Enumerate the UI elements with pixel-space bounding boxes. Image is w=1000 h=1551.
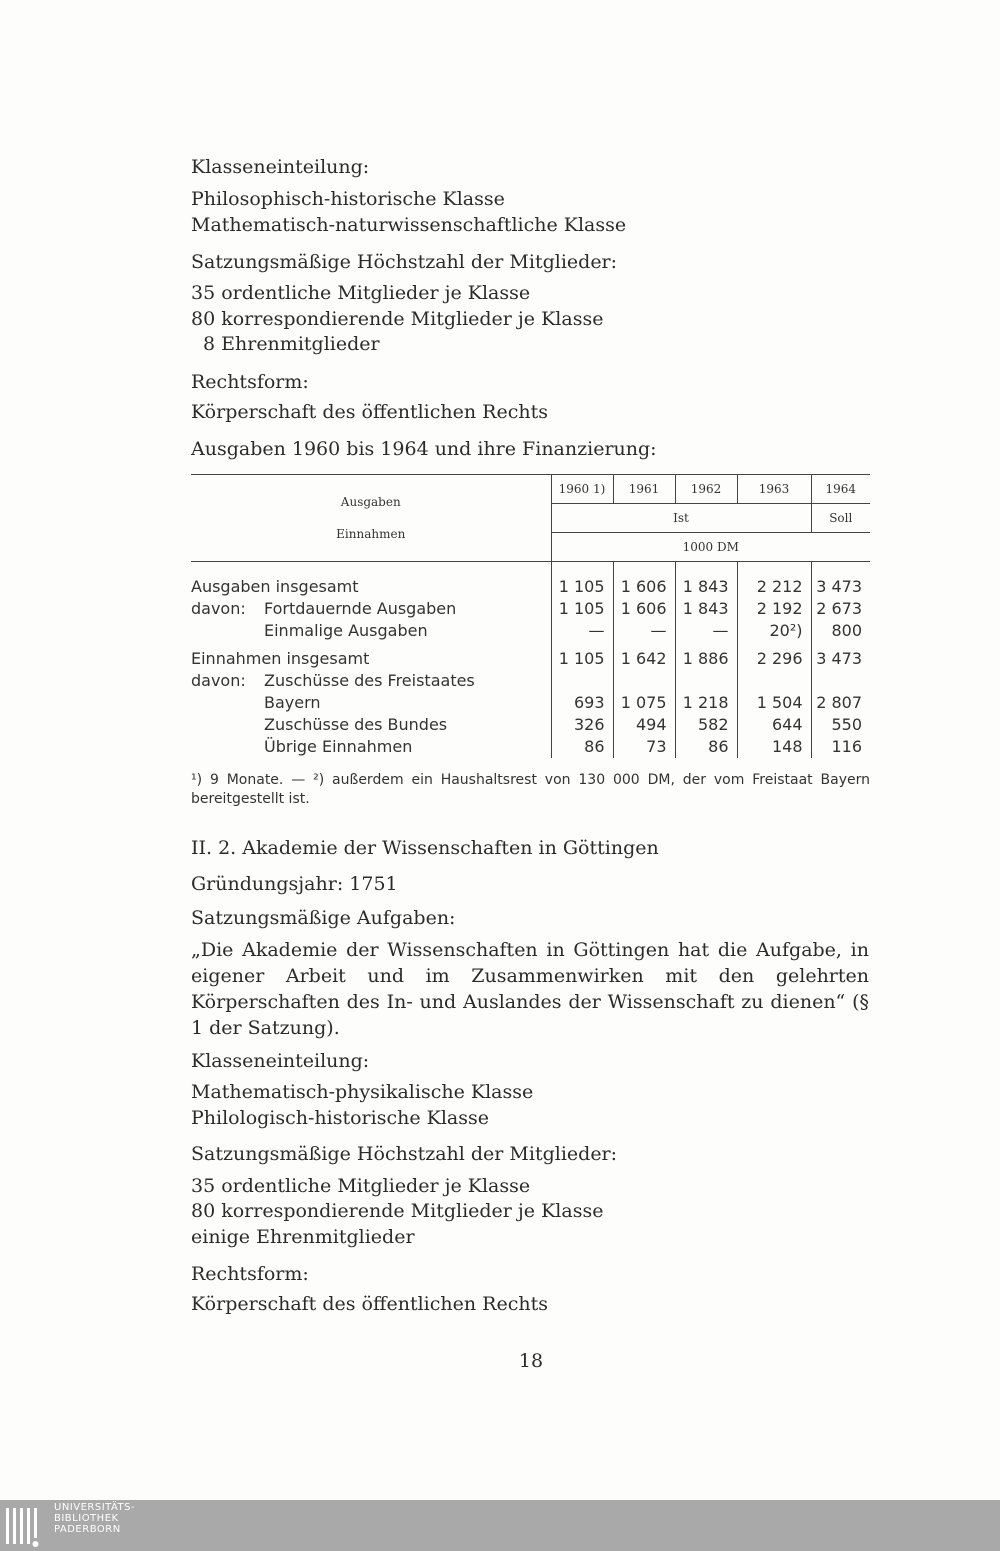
row-label-text: Zuschüsse des Freistaates [264, 671, 475, 690]
table-cell [551, 670, 613, 692]
table-cell: 1 886 [675, 642, 737, 670]
member-item: 8 Ehrenmitglieder [203, 333, 380, 355]
row-label: Ausgaben insgesamt [191, 577, 359, 596]
table-row [191, 598, 870, 620]
soll-header: Soll [811, 504, 870, 533]
member-item: 80 korrespondierende Mitglieder je Klasse [191, 308, 604, 330]
table-row [191, 714, 870, 736]
legal-form: Körperschaft des öffentlichen Rechts [191, 401, 548, 423]
corner-income-label: Einnahmen [336, 527, 406, 541]
row-prefix: davon: [191, 671, 246, 690]
member-item: einige Ehrenmitglieder [191, 1226, 415, 1248]
tasks-text: „Die Akademie der Wissenschaften in Göttingen hat die Aufgabe, in eigener Arbeit und im Zusammenwirken mit den gelehrten Körperschaften des In- und Auslandes der Wissenschaft zu dienen“ (§ 1 der Satzung). [191, 939, 869, 1039]
class-item: Philosophisch-historische Klasse [191, 188, 505, 210]
year-header: 1961 [613, 475, 675, 504]
table-cell: 1 606 [613, 562, 675, 599]
table-cell: 1 075 [613, 692, 675, 714]
row-label-text: Einmalige Ausgaben [264, 621, 428, 640]
table-corner [191, 475, 551, 562]
row-label [191, 692, 551, 714]
table-row [191, 562, 870, 599]
member-item: 35 ordentliche Mitglieder je Klasse [191, 1175, 531, 1197]
table-row [191, 736, 870, 758]
ist-header: Ist [551, 504, 811, 533]
member-item: 35 ordentliche Mitglieder je Klasse [191, 282, 531, 304]
library-logo-icon [4, 1504, 46, 1548]
classes-heading: Klasseneinteilung: [191, 1050, 370, 1072]
table-cell: 1 843 [675, 562, 737, 599]
section-title: II. 2. Akademie der Wissenschaften in Göttingen [191, 837, 659, 859]
members-heading: Satzungsmäßige Höchstzahl der Mitglieder: [191, 251, 618, 273]
table-cell: 1 105 [551, 642, 613, 670]
table-cell: 1 504 [737, 692, 811, 714]
table-cell: 73 [613, 736, 675, 758]
year-header: 1963 [737, 475, 811, 504]
member-item: 80 korrespondierende Mitglieder je Klasse [191, 1200, 604, 1222]
row-label [191, 714, 551, 736]
unit-header: 1000 DM [551, 533, 870, 562]
table-cell: 1 218 [675, 692, 737, 714]
row-label [191, 736, 551, 758]
tasks-heading: Satzungsmäßige Aufgaben: [191, 907, 456, 929]
table-cell: — [613, 620, 675, 642]
finance-heading: Ausgaben 1960 bis 1964 und ihre Finanzierung: [191, 438, 657, 460]
table-cell: 116 [811, 736, 870, 758]
library-name [54, 1502, 135, 1535]
table-cell: 644 [737, 714, 811, 736]
table-row [191, 620, 870, 642]
class-item: Mathematisch-naturwissenschaftliche Klasse [191, 214, 627, 236]
table-cell [613, 670, 675, 692]
table-cell [675, 670, 737, 692]
row-label-text: Übrige Einnahmen [264, 737, 413, 756]
row-label-text: Bayern [264, 693, 321, 712]
table-cell: 148 [737, 736, 811, 758]
page-number: 18 [518, 1350, 544, 1372]
legal-heading: Rechtsform: [191, 371, 309, 393]
corner-expenses-label: Ausgaben [340, 495, 401, 509]
class-item: Philologisch-historische Klasse [191, 1107, 489, 1129]
table-cell: 1 105 [551, 562, 613, 599]
table-cell: — [675, 620, 737, 642]
library-footer [0, 1500, 1000, 1551]
table-row [191, 670, 870, 692]
class-item: Mathematisch-physikalische Klasse [191, 1081, 534, 1103]
legal-heading: Rechtsform: [191, 1263, 309, 1285]
table-cell: 86 [675, 736, 737, 758]
table-row [191, 642, 870, 670]
row-label [191, 598, 551, 620]
table-cell: 20²) [737, 620, 811, 642]
table-cell: 1 105 [551, 598, 613, 620]
founding-year: Gründungsjahr: 1751 [191, 873, 398, 895]
table-cell: 1 642 [613, 642, 675, 670]
classes-heading: Klasseneinteilung: [191, 156, 370, 178]
table-cell: 494 [613, 714, 675, 736]
table-cell: 86 [551, 736, 613, 758]
table-cell: 2 192 [737, 598, 811, 620]
legal-form: Körperschaft des öffentlichen Rechts [191, 1293, 548, 1315]
table-cell: 3 473 [811, 642, 870, 670]
year-header: 1960 1) [551, 475, 613, 504]
table-cell: 582 [675, 714, 737, 736]
year-header: 1964 [811, 475, 870, 504]
row-prefix: davon: [191, 599, 246, 618]
table-footnote: ¹) 9 Monate. — ²) außerdem ein Haushaltsrest von 130 000 DM, der vom Freistaat Bayern bereitgestellt ist. [191, 772, 870, 807]
table-cell: 550 [811, 714, 870, 736]
table-row [191, 692, 870, 714]
table-cell: 3 473 [811, 562, 870, 599]
table-cell: 2 212 [737, 562, 811, 599]
table-cell [737, 670, 811, 692]
table-cell: — [551, 620, 613, 642]
table-cell: 2 673 [811, 598, 870, 620]
table-cell: 326 [551, 714, 613, 736]
library-name-line: BIBLIOTHEK [54, 1513, 119, 1524]
row-label-text: Zuschüsse des Bundes [264, 715, 448, 734]
row-label [191, 620, 551, 642]
table-cell: 693 [551, 692, 613, 714]
table-cell: 2 807 [811, 692, 870, 714]
table-cell: 1 843 [675, 598, 737, 620]
finance-table [191, 474, 870, 758]
year-header: 1962 [675, 475, 737, 504]
row-label: Einnahmen insgesamt [191, 649, 370, 668]
row-label-text: Fortdauernde Ausgaben [264, 599, 457, 618]
table-cell: 2 296 [737, 642, 811, 670]
library-name-line: PADERBORN [54, 1524, 121, 1535]
row-label [191, 670, 551, 692]
library-name-line: UNIVERSITÄTS- [54, 1502, 136, 1513]
table-cell: 800 [811, 620, 870, 642]
table-cell: 1 606 [613, 598, 675, 620]
members-heading: Satzungsmäßige Höchstzahl der Mitglieder: [191, 1143, 618, 1165]
table-cell [811, 670, 870, 692]
